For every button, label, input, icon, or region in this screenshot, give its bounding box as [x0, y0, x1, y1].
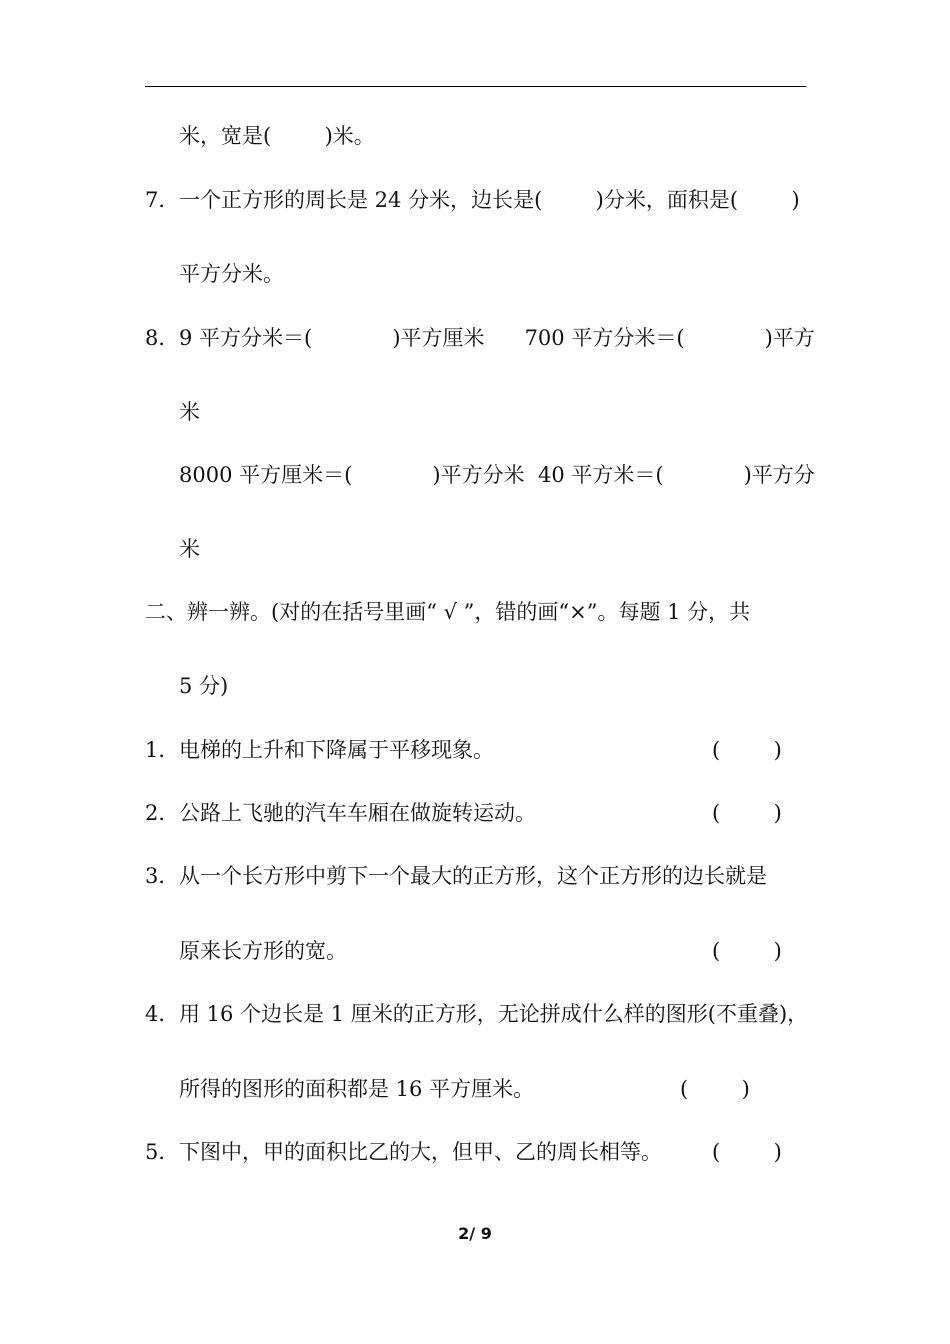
section-2-heading: 二、辨一辨。(对的在括号里画“ √ ”，错的画“×”。每题 1 分，共	[145, 600, 751, 624]
question-7-number: 7．	[145, 188, 180, 212]
judge-3-text: 从一个长方形中剪下一个最大的正方形，这个正方形的边长就是	[179, 864, 767, 888]
judge-1-text: 电梯的上升和下降属于平移现象。	[179, 738, 494, 762]
judge-4-number: 4．	[145, 1002, 180, 1026]
question-8-continuation-2: 米	[179, 537, 200, 561]
question-8-text: 9 平方分米＝( )平方厘米 700 平方分米＝( )平方	[179, 326, 815, 350]
judge-1-answer-paren: ( )	[712, 738, 782, 762]
header-rule	[145, 86, 806, 87]
judge-1-number: 1．	[145, 738, 180, 762]
judge-4-continuation: 所得的图形的面积都是 16 平方厘米。	[179, 1077, 535, 1101]
judge-3-number: 3．	[145, 864, 180, 888]
judge-3-continuation: 原来长方形的宽。	[179, 939, 347, 963]
judge-2-number: 2．	[145, 801, 180, 825]
question-8-text-2: 8000 平方厘米＝( )平方分米 40 平方米＝( )平方分	[179, 463, 815, 487]
section-2-heading-continuation: 5 分)	[179, 674, 229, 698]
judge-2-text: 公路上飞驰的汽车车厢在做旋转运动。	[179, 801, 536, 825]
question-6-continuation: 米，宽是( )米。	[179, 124, 375, 148]
question-8-number: 8．	[145, 326, 180, 350]
judge-5-answer-paren: ( )	[712, 1140, 782, 1164]
judge-2-answer-paren: ( )	[712, 801, 782, 825]
judge-5-text: 下图中，甲的面积比乙的大，但甲、乙的周长相等。	[179, 1140, 662, 1164]
judge-3-answer-paren: ( )	[712, 939, 782, 963]
question-7-text: 一个正方形的周长是 24 分米，边长是( )分米，面积是( )	[179, 188, 800, 212]
page-number: 2/ 9	[458, 1224, 492, 1243]
question-8-continuation: 米	[179, 400, 200, 424]
judge-4-text: 用 16 个边长是 1 厘米的正方形，无论拼成什么样的图形(不重叠)，	[179, 1002, 809, 1026]
judge-4-answer-paren: ( )	[680, 1077, 750, 1101]
judge-5-number: 5．	[145, 1140, 180, 1164]
question-7-continuation: 平方分米。	[179, 262, 284, 286]
